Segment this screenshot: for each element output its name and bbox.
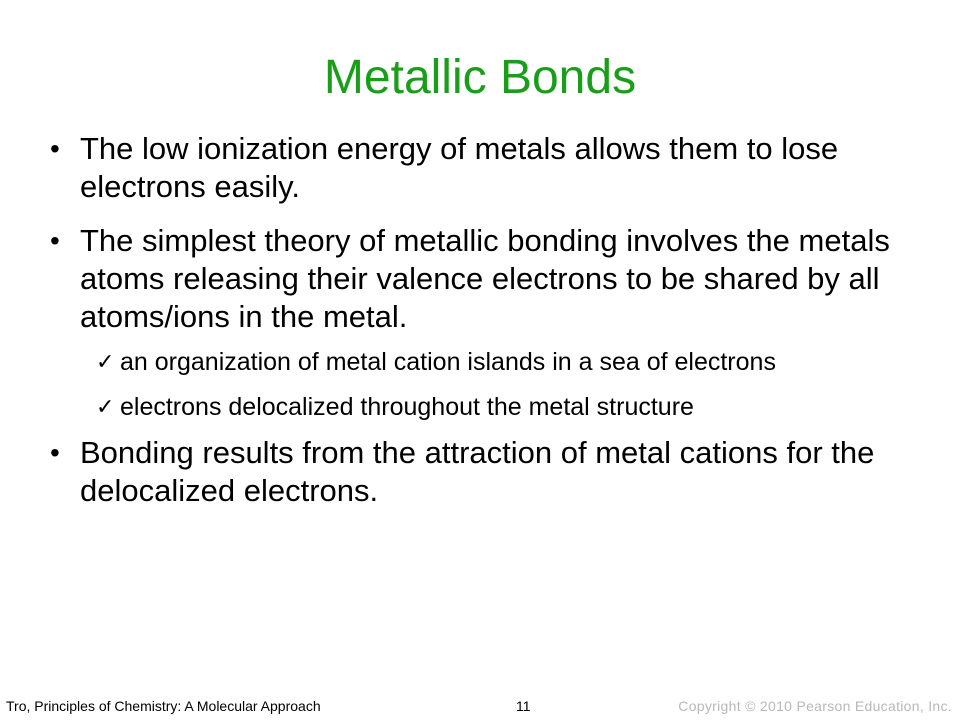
checkmark-icon: ✓: [96, 350, 115, 375]
bullet-list: [44, 130, 924, 510]
bullet-text: Bonding results from the attraction of metal cations for the delocalized electrons.: [80, 435, 875, 508]
bullet-item: [44, 130, 924, 206]
checkmark-icon: ✓: [96, 395, 115, 420]
bullet-icon: •: [50, 133, 60, 164]
sub-bullet-list: [80, 346, 924, 424]
sub-bullet-text: electrons delocalized throughout the metal structure: [120, 393, 694, 421]
slide-footer: [0, 694, 960, 718]
footer-source-text: Tro, Principles of Chemistry: A Molecular Approach: [6, 698, 321, 714]
bullet-icon: •: [50, 437, 60, 468]
sub-bullet-text: an organization of metal cation islands in a sea of electrons: [120, 348, 776, 376]
copyright-notice: Copyright © 2010 Pearson Education, Inc.: [678, 698, 952, 714]
bullet-text: The low ionization energy of metals allows them to lose electrons easily.: [80, 131, 839, 204]
bullet-icon: •: [50, 225, 60, 256]
page-number: 11: [516, 698, 531, 714]
bullet-item: [44, 434, 924, 510]
slide-title: Metallic Bonds: [323, 51, 637, 104]
bullet-item: [44, 222, 924, 424]
sub-bullet-item: [80, 346, 924, 379]
sub-bullet-item: [80, 391, 924, 424]
bullet-text: The simplest theory of metallic bonding involves the metals atoms releasing their valence electrons to be shared by all atoms/ions in the metal.: [80, 223, 890, 334]
